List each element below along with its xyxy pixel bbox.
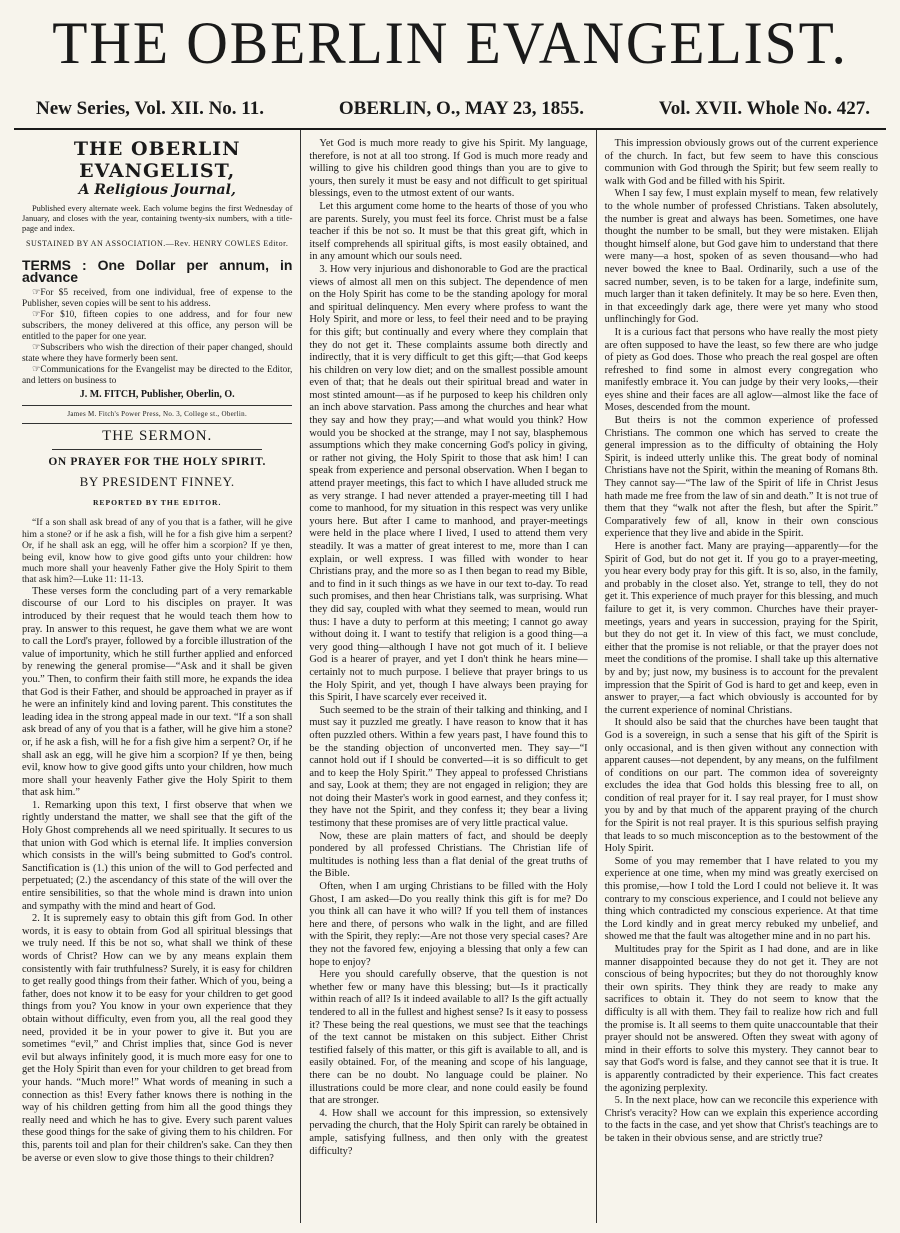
publication-note: Published every alternate week. Each volume begins the first Wednesday of January, and closes with the year, containing twenty-six numbers, with a title-page and index. <box>22 204 293 233</box>
section-heading: THE SERMON. <box>102 427 213 444</box>
body-paragraph: Yet God is much more ready to give his Spirit. My language, therefore, is not at all too strong. If God is much more ready and willing to give his children good things than you are to give to yours, then surely it must be easy and not difficult to get spiritual blessings, even to the utmost extent of our wants. <box>309 138 588 200</box>
body-paragraph: Here you should carefully observe, that the question is not whether few or many have this blessing; but—Is it practically within reach of all? Is it indeed available to all? Is the gift actually tendered to all in the fullest and highest sense? Is it easy to possess it? These being the real questions, we must see that the teachings of the text cannot be mistaken on this subject. Either Christ testified falsely of this matter, or this gift is available to all, and is easily obtained. For, of the meaning and scope of his language, there can be no doubt. No language could be plainer. No illustrations could be more clear, and none could easily be found that are stronger. <box>309 969 588 1107</box>
body-paragraph: Here is another fact. Many are praying—apparently—for the Spirit of God, but do not get it. If you go to a prayer-meeting, you hear every body pray for this gift. It is so, also, in the family, and probably in the closet also. Yet, strange to tell, they do not get it. This experience of much prayer for this blessing, and much failure to get it, is very common. Churches have their prayer-meetings, years and years in succession, praying for the Spirit, but they do not get it. In view of this fact, we must conclude, either that the promise is not reliable, or that the prayer does not meet the conditions of the promise. I shall take up this alternative by and by; just now, my business is to account for the prevalent impression that the Spirit of God is hard to get and keep, even in answer to prayer,—a fact which obviously is accounted for by the current experience of nominal Christians. <box>604 541 878 716</box>
divider <box>52 449 262 450</box>
body-paragraph: It is a curious fact that persons who have really the most piety are often supposed to have the least, so few there are who judge of piety as God does. Those who preach the real gospel are often refreshed to find some in almost every congregation who manifestly embrace it. You can judge by their very looks,—their eyes shine and their faces are all aglow—almost like the face of Moses, descended from the mount. <box>604 326 878 414</box>
body-paragraph: 2. It is supremely easy to obtain this gift from God. In other words, it is easy to obtain from God all spiritual blessings that we truly need. If this be not so, what shall we think of these words of Christ? How can we by any means explain them consistently with fair truthfulness? Surely, it is easy for children to get really good things from their father. Which of you, being a father, does not know it to be easy for your children to get good things from you? You know in your own experience that they obtain without difficulty, even from you, all the real good they need, provided it be in your power to give it. But you are sometimes “evil,” and Christ implies that, since God is never evil but always infinitely good, it is much more easy for one to get the Holy Spirit than even for your children to get bread from your hands. “Much more!” What words of meaning in such a connection as this! Every father knows there is nothing in the way of his children getting from him all the good things they really need and which he has to give. Every such parent values these good things for the sake of giving them to his children. For this, parents toil and plan for their children's sake. Can they then be averse or even slow to give those things to their children? <box>22 913 293 1164</box>
body-paragraph: Let this argument come home to the hearts of those of you who are parents. Surely, you must feel its force. Christ must be a false teacher if this be not so. It must be that this great gift, which in itself comprehends all spiritual gifts, is most easily obtained, and in any amount which our souls need. <box>309 200 588 263</box>
terms-heading: TERMS : One Dollar per annum, in advance <box>22 256 293 286</box>
publisher-line: J. M. FITCH, Publisher, Oberlin, O. <box>79 388 235 400</box>
body-paragraph: Such seemed to be the strain of their talking and thinking, and I must say it puzzled me greatly. I have reason to know that it has often puzzled others. Within a few years past, I have found this to be the standing objection of unconverted men. They say—“I cannot hold out if I should be converted—it is so difficult to get and to keep the Holy Spirit.” They appeal to professed Christians and say, Look at them; they are not engaged in religion; they are not doing their Master's work in good earnest, and they confess it; they have not the Spirit, and they confess it; they bear a living testimony that these promises are of very little practical value. <box>309 704 588 830</box>
sermon-author: BY PRESIDENT FINNEY. <box>79 474 235 490</box>
dateline <box>14 84 886 130</box>
body-paragraph: But theirs is not the common experience of professed Christians. The common one which has served to create the general impression as to the difficulty of obtaining the Holy Spirit, is indeed utterly unlike this. The great body of nominal Christians have not the Spirit, within the meaning of Romans 8th. They cannot say—“The law of the Spirit of life in Christ Jesus hath made me free from the law of sin and death.” It is not true of them that they “walk not after the flesh, but after the Spirit.” Comparatively few of all, know in their own conscious experience that they live and abide in the Spirit. <box>604 415 878 540</box>
body-paragraph: These verses form the concluding part of a very remarkable discourse of our Lord to his disciples on prayer. It was introduced by their request that he would teach them how to pray. In answer to this request, he gave them what we are wont to call the Lord's prayer, followed by a forcible illustration of the value of importunity, which he still further applied and enforced by renewing the general promise—“Ask and it shall be given you.” Then, to confirm their faith still more, he expands the idea that God is their Father, and should be approached in prayer as if he were an infinitely kind and loving parent. This constitutes the leading idea in the strong appeal made in our text. “If a son shall ask bread of any of you that is a father, will he give him a stone? or, if he ask a fish, will he for a fish give him a serpent? Or, if he shall ask an egg, will he give him a scorpion? If ye then, being evil, know how to give good gifts unto your children, how much more shall your heavenly Father give the Holy Spirit to them that ask him.” <box>22 585 293 799</box>
notice-item: ☞Subscribers who wish the direction of their paper changed, should state where they have formerly been sent. <box>22 342 293 364</box>
body-paragraph: 1. Remarking upon this text, I first observe that when we rightly understand the matter, we shall see that the gift of the Holy Ghost comprehends all we need spiritually. It secures to us that union with God which is eternal life. It implies conversion which consists in the will's being submitted to God's control. Sanctification is (1.) this union of the will to God perfected and perpetuated; (2.) the ascendancy of this state of the will over the entire sensibilities, so that the whole mind is drawn into union and sympathy with the mind and heart of God. <box>22 799 293 912</box>
body-paragraph: 5. In the next place, how can we reconcile this experience with Christ's veracity? How can we explain this experience according to the facts in the case, and yet show that Christ's teachings are to be taken in their obvious sense, and are strictly true? <box>604 1095 878 1144</box>
body-paragraph: When I say few, I must explain myself to mean, few relatively to the whole number of professed Christians. Taken absolutely, the number is great and always has been. Sometimes, one have thought the number to be small, but they were mistaken. Elijah thought himself alone, but God gave him to understand that there were many—a host, spoken of as seven thousand—who had never bowed the knee to Baal. Ordinarily, such a use of the sacred number, seven, is to be taken for a large, indefinite sum, much larger than it taken definitely. It may be so here. Even then, in that exceedingly dark age, there were yet many who stood unflinchingly for God. <box>604 188 878 326</box>
body-paragraph: Now, these are plain matters of fact, and should be deeply pondered by all professed Christians. The Christian life of multitudes is nothing less than a flat denial of the great truths of the Bible. <box>309 830 588 880</box>
body-paragraph: It should also be said that the churches have been taught that God is a sovereign, in such a sense that his gift of the Spirit is only occasional, and is then given without any connection with apparent causes—not dependent, by any means, on the fulfilment of conditions on our part. The common idea of sovereignty excludes the idea that God holds this blessing free to all, on condition of real prayer for it. I say real prayer, for I must show you by and by that much of the apparent praying of the church for the Spirit is not real prayer. It is this spurious selfish praying that leads to so much misconception as to the bestowment of the Holy Spirit. <box>604 717 878 855</box>
place-date: OBERLIN, O., MAY 23, 1855. <box>338 98 584 119</box>
sustained-by: SUSTAINED BY AN ASSOCIATION.—Rev. HENRY COWLES Editor. <box>26 239 289 248</box>
column-3 <box>597 130 886 1223</box>
body-paragraph: Often, when I am urging Christians to be filled with the Holy Ghost, I am asked—Do you really think this gift is for me? Do you think all can have it who will? If you tell them of instances here and there, of persons who walk in the light, and are filled with the Spirit, they reply:—Are not those very special cases? Are they not the favored few, enjoying a blessing that only a few can hope to enjoy? <box>309 881 588 968</box>
body-paragraph: Multitudes pray for the Spirit as I had done, and are in like manner disappointed because they do not get it. They are not conscious of being hypocrites; but they do not thoroughly know their own spirits. They think they are ready to make any sacrifices to obtain it. They do not seem to know that the difficulty is all with them. They fail to realize how rich and full the promise is. It all seems to them quite unaccountable that their prayer should not be answered. Often they sweat with agony of mind in their efforts to solve this mystery. They cannot bear to say that God's word is false, and they cannot see that it is true. It is apparently contradicted by their experience. This fact creates the agonizing perplexity. <box>604 944 878 1094</box>
notice-item: ☞For $5 received, from one individual, free of expense to the Publisher, seven copies will be sent to his address. <box>22 287 293 309</box>
notice-item: ☞For $10, fifteen copies to one address, and for four new subscribers, the money delivered at this office, any person will be entitled to the paper for one year. <box>22 309 293 342</box>
body-paragraph: Some of you may remember that I have related to you my experience at one time, when my mind was greatly exercised on this promise,—how I told the Lord I could not believe it. It was contrary to my conscious experience, and I could not believe any thing which contradicted my conscious experience. At that time the Lord kindly and in great mercy rebuked my unbelief, and showed me that the fault was altogether mine and in no part his. <box>604 855 878 943</box>
series-info: New Series, Vol. XII. No. 11. <box>36 98 265 119</box>
notice-item: ☞Communications for the Evangelist may be directed to the Editor, and letters on business to <box>22 364 293 386</box>
body-paragraph: This impression obviously grows out of the current experience of the church. In fact, but few seem to have this conscious communion with God through the Spirit; but few seem really to walk with God and be filled with his Spirit. <box>604 138 878 187</box>
body-paragraph: 4. How shall we account for this impression, so extensively pervading the church, that the Holy Spirit can rarely be obtained in ample, satisfying fullness, and then only with the greatest difficulty? <box>309 1107 588 1157</box>
body-paragraph: 3. How very injurious and dishonorable to God are the practical views of almost all men on this subject. The dependence of men on the Holy Spirit has come to be the standing apology for moral and spiritual delinquency. Men every where profess to want the Holy Spirit, and more or less, to feel their need and to be praying for this gift; but continually and every where they complain that they do not get it. These complaints assume both directly and indirectly, that it is very difficult to get this gift;—that God keeps his children on very low diet; and on the smallest possible amount even of that; that he deals out their spiritual bread and water in most stinted amount—as if he purposed to keep his children only an inch above starvation. Pass among the churches and hear what they say and how they pray;—and what would you think? How would you be shocked at the strange, may I not say, blasphemous assumptions which they make concerning God's policy in giving, or rather not giving, the Holy Spirit to those that ask him! I can speak from experience and personal observation. When I began to attend prayer meetings, this fact to which I have alluded struck me as very strange. I had never attended a prayer-meeting till I had come to manhood, for my situation in this respect was very unlike yours here. But after I came to manhood, and prayer-meetings were held in the place where I lived, I used to attend them very steadily. It was a matter of great interest to me, more than I can explain, or well express. I was filled with wonder to hear Christians pray, and the more so as I then began to read my Bible, and to find in it such things as we have in our text to-day. To read such promises, and then hear Christians talk, was surprising. What they did say, coupled with what they seemed to mean, would run thus: I have a duty to perform at this meeting; I cannot go away without doing it. I want to testify that religion is a good thing—a very good thing—although I have not got much of it. I believe God is a hearer of prayer, and yet I don't think he hears mine—certainly not to much purpose. I believe that prayer brings to us the Holy Spirit, and yet, though I have always been praying for this Spirit, I have scarcely ever received it. <box>309 263 588 704</box>
reported-by: REPORTED BY THE EDITOR. <box>92 497 222 507</box>
paper-subtitle: A Religious Journal, <box>78 182 236 198</box>
press-line: James M. Fitch's Power Press, No. 3, College st., Oberlin. <box>22 405 292 424</box>
sermon-title: ON PRAYER FOR THE HOLY SPIRIT. <box>48 455 266 468</box>
column-2 <box>301 130 596 1223</box>
epigraph: “If a son shall ask bread of any of you that is a father, will he give him a stone? or if he ask a fish, will he for a fish give him a serpent? Or, if he shall ask an egg, will he offer him a scorpion? If ye then, being evil, know how to give good gifts unto your children: how much more shall your heavenly Father give the Holy Spirit to them that ask him?—Luke 11: 11-13. <box>22 517 293 586</box>
columns <box>14 130 886 1223</box>
masthead: THE OBERLIN EVANGELIST. <box>52 10 848 76</box>
whole-number: Vol. XVII. Whole No. 427. <box>658 98 870 119</box>
paper-title: THE OBERLIN EVANGELIST, <box>73 138 241 182</box>
column-1 <box>14 130 301 1223</box>
